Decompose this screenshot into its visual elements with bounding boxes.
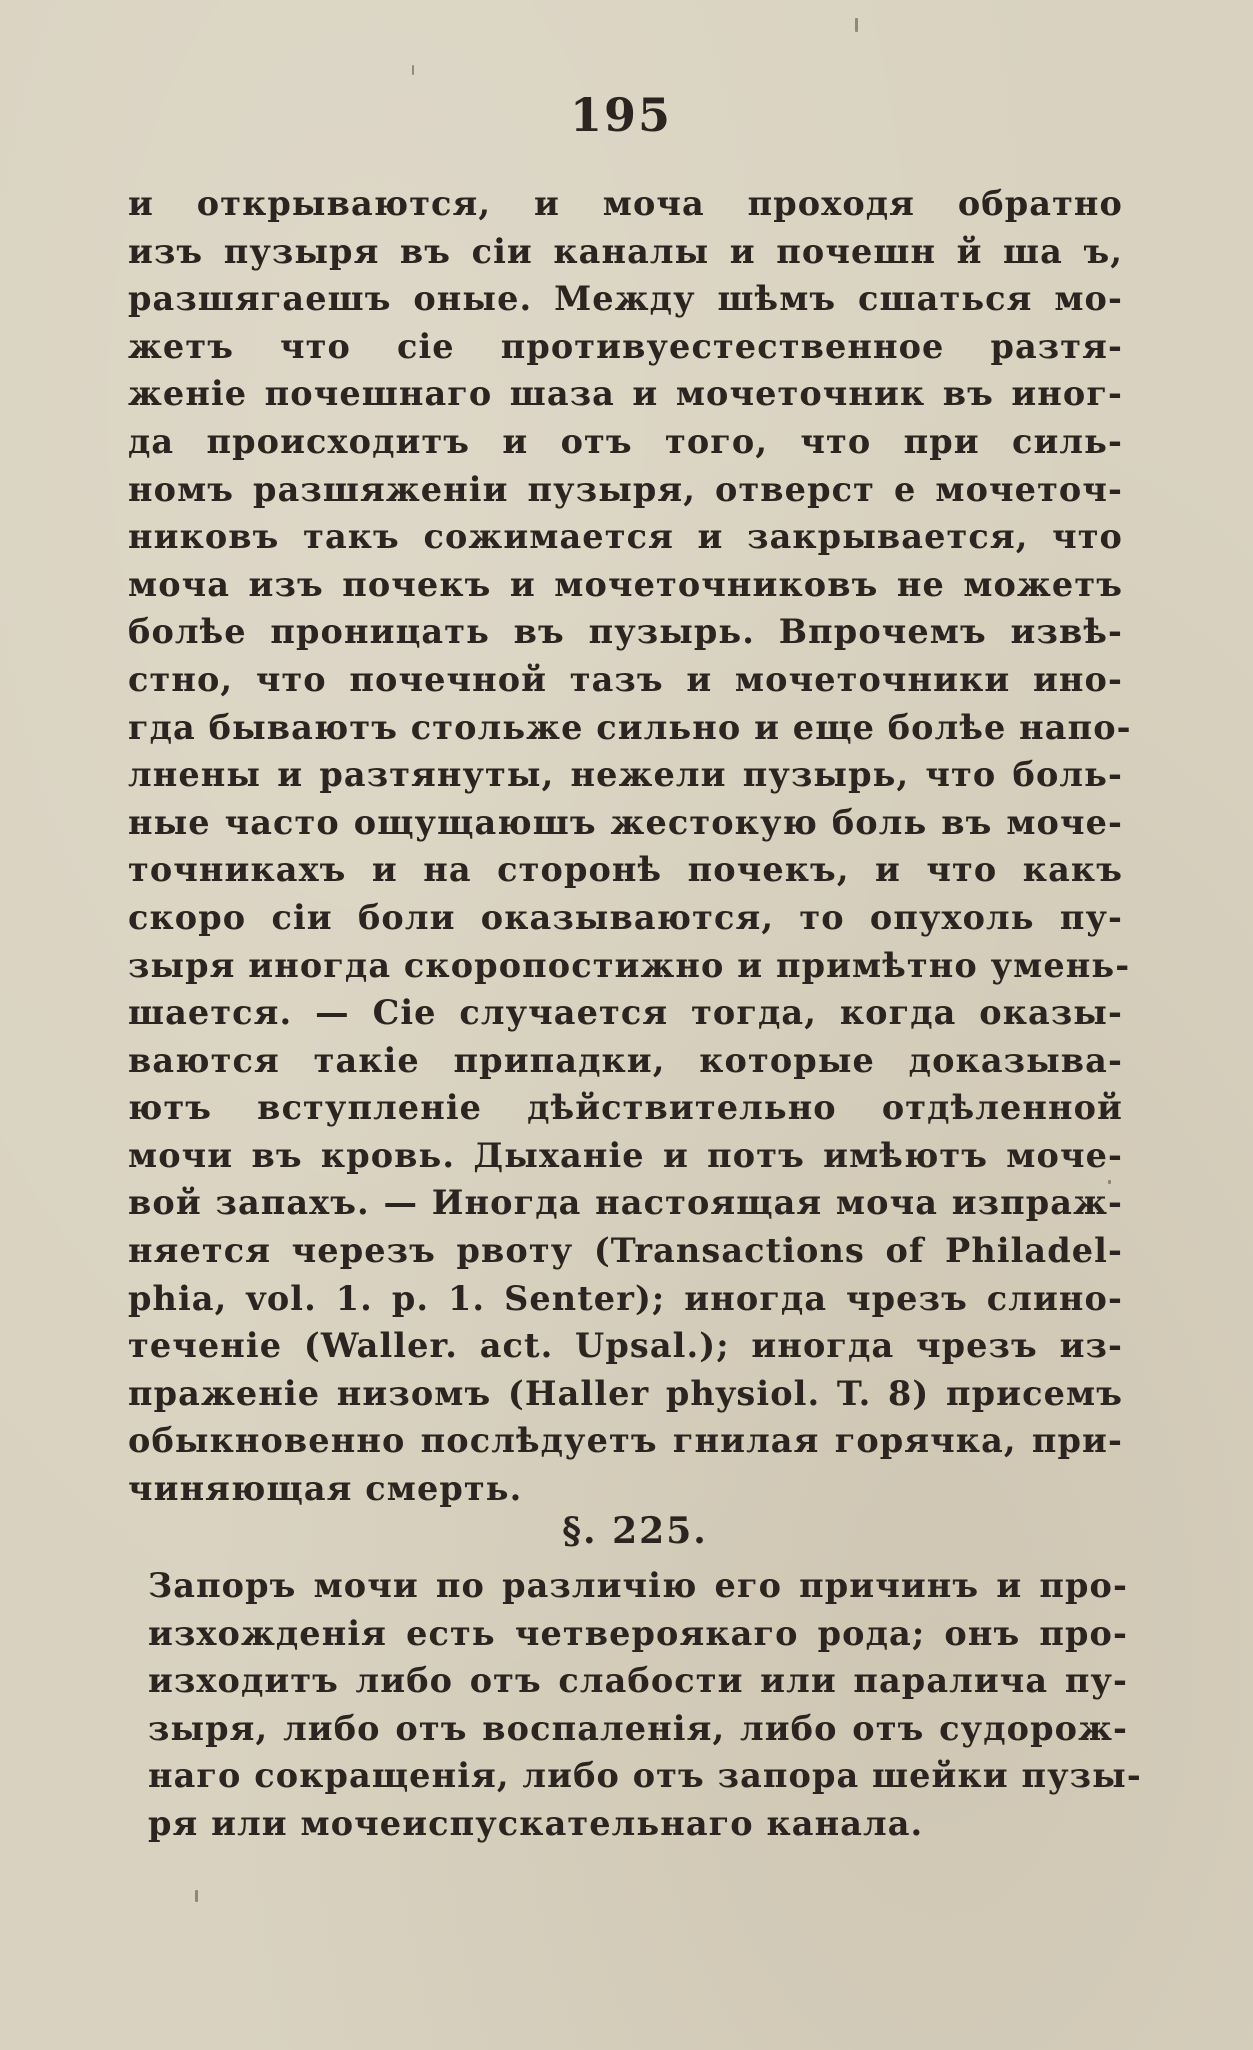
text-line: phia, vol. 1. p. 1. Senter); иногда чрезъ слино- [128, 1278, 1123, 1318]
text-line: чиняющая смерть. [128, 1469, 523, 1509]
page-number: 195 [570, 88, 673, 142]
paragraph-1 [128, 180, 1132, 1513]
text-line: мочи въ кровь. Дыханіе и потъ имѣютъ моче- [128, 1135, 1123, 1175]
text-line: праженіе низомъ (Haller physiol. T. 8) присемъ [128, 1373, 1123, 1413]
text-line: изъ пузыря въ сіи каналы и почешн й ша ъ, [128, 231, 1123, 271]
paragraph-2 [148, 1562, 1142, 1848]
text-line: точникахъ и на сторонѣ почекъ, и что какъ [128, 850, 1123, 890]
text-line: номъ разшяженіи пузыря, отверст е мочеточ- [128, 469, 1123, 509]
text-line: ря или мочеиспускательнаго канала. [148, 1803, 924, 1843]
text-line: зыря иногда скоропостижно и примѣтно умень- [128, 945, 1131, 985]
text-line: и открываются, и моча проходя обратно [128, 184, 1123, 223]
text-line: моча изъ почекъ и мочеточниковъ не можетъ [128, 564, 1123, 604]
text-line: вой запахъ. — Иногда настоящая моча изпраж- [128, 1183, 1123, 1223]
text-line: ные часто ощущаюшъ жестокую боль въ моче- [128, 802, 1123, 842]
text-line: скоро сіи боли оказываются, то опухоль пу- [128, 897, 1123, 937]
text-line: стно, что почечной тазъ и мочеточники ино- [128, 659, 1123, 699]
text-line: изхожденія есть четвероякаго рода; онъ про- [148, 1613, 1128, 1653]
text-line: шается. — Сіе случается тогда, когда оказы- [128, 993, 1123, 1033]
text-line: болѣе проницать въ пузырь. Впрочемъ извѣ- [128, 612, 1123, 652]
text-line: наго сокращенія, либо отъ запора шейки пузы- [148, 1756, 1142, 1796]
text-line: Запоръ мочи по различію его причинъ и про- [148, 1566, 1128, 1605]
text-line: гда бываютъ стольже сильно и еще болѣе напо- [128, 707, 1132, 747]
text-line: женіе почешнаго шаза и мочеточник въ иног- [128, 374, 1123, 414]
section-heading: §. 225. [562, 1510, 708, 1552]
text-line: ваются такіе припадки, которые доказыва- [128, 1040, 1123, 1080]
text-line: обыкновенно послѣдуетъ гнилая горячка, при- [128, 1421, 1123, 1461]
text-line: зыря, либо отъ воспаленія, либо отъ судорож- [148, 1708, 1128, 1748]
text-line: няется черезъ рвоту (Transactions of Philadel- [128, 1231, 1123, 1271]
text-line: да происходитъ и отъ того, что при силь- [128, 421, 1123, 461]
text-line: разшягаешъ оные. Между шѣмъ сшаться мо- [128, 279, 1123, 319]
text-line: никовъ такъ сожимается и закрывается, что [128, 517, 1123, 557]
text-line: изходитъ либо отъ слабости или паралича пу- [148, 1661, 1128, 1701]
text-line: жетъ что сіе противуестественное разтя- [128, 326, 1123, 366]
text-line: лнены и разтянуты, нежели пузырь, что боль- [128, 755, 1123, 795]
text-line: ютъ вступленіе дѣйствительно отдѣленной [128, 1088, 1123, 1128]
text-line: теченіе (Waller. act. Upsal.); иногда чрезъ из- [128, 1326, 1123, 1366]
